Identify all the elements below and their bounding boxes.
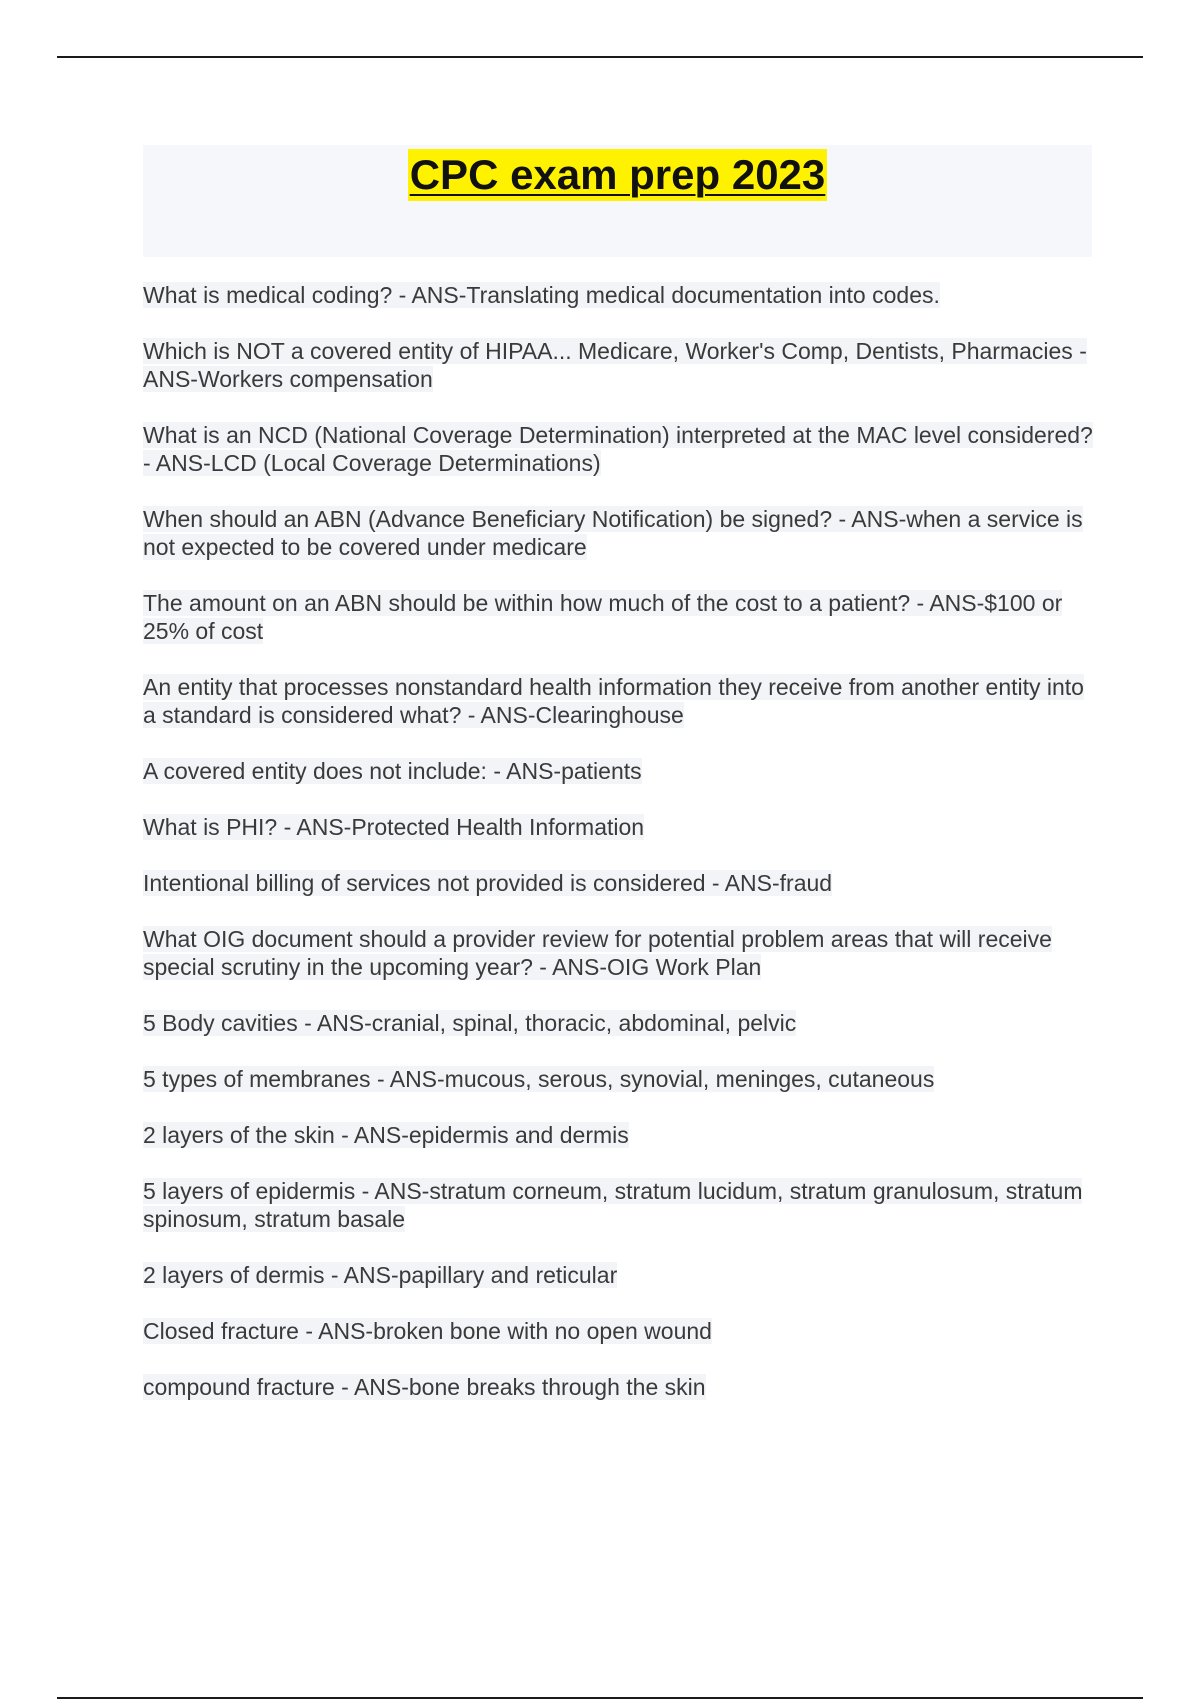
qa-item-text: An entity that processes nonstandard health information they receive from another entity into a standard is considered what? - ANS-Clearinghouse [143, 674, 1084, 728]
top-rule [57, 56, 1143, 58]
qa-item [143, 813, 1103, 841]
qa-item [143, 757, 1103, 785]
qa-item [143, 1261, 1103, 1289]
qa-item-text: 5 layers of epidermis - ANS-stratum corneum, stratum lucidum, stratum granulosum, stratum spinosum, stratum basale [143, 1178, 1083, 1232]
title-block [143, 145, 1092, 257]
qa-item-text: Intentional billing of services not provided is considered - ANS-fraud [143, 870, 833, 896]
qa-item [143, 1317, 1103, 1345]
qa-item-text: The amount on an ABN should be within how much of the cost to a patient? - ANS-$100 or 25% of cost [143, 590, 1063, 644]
qa-item [143, 925, 1103, 981]
qa-item-text: 2 layers of dermis - ANS-papillary and reticular [143, 1262, 618, 1288]
qa-item [143, 281, 1103, 309]
qa-item-text: 5 types of membranes - ANS-mucous, serous, synovial, meninges, cutaneous [143, 1066, 935, 1092]
qa-item-text: What is an NCD (National Coverage Determination) interpreted at the MAC level considered? - ANS-LCD (Local Coverage Determinations) [143, 422, 1093, 476]
qa-item-text: Closed fracture - ANS-broken bone with no open wound [143, 1318, 712, 1344]
qa-item-text: A covered entity does not include: - ANS-patients [143, 758, 642, 784]
qa-item [143, 1009, 1103, 1037]
qa-item [143, 505, 1103, 561]
qa-item [143, 869, 1103, 897]
qa-item [143, 589, 1103, 645]
qa-item [143, 1373, 1103, 1401]
qa-item [143, 1065, 1103, 1093]
qa-item [143, 421, 1103, 477]
qa-item-text: 5 Body cavities - ANS-cranial, spinal, thoracic, abdominal, pelvic [143, 1010, 797, 1036]
qa-item-text: What OIG document should a provider review for potential problem areas that will receive special scrutiny in the upcoming year? - ANS-OIG Work Plan [143, 926, 1052, 980]
bottom-rule [57, 1697, 1143, 1699]
qa-item-text: When should an ABN (Advance Beneficiary Notification) be signed? - ANS-when a service is not expected to be covered under medicare [143, 506, 1083, 560]
qa-item-text: What is medical coding? - ANS-Translating medical documentation into codes. [143, 282, 940, 308]
qa-item [143, 1177, 1103, 1233]
qa-item-text: compound fracture - ANS-bone breaks through the skin [143, 1374, 706, 1400]
qa-item [143, 673, 1103, 729]
qa-item [143, 337, 1103, 393]
qa-list [143, 281, 1103, 1429]
qa-item [143, 1121, 1103, 1149]
qa-item-text: Which is NOT a covered entity of HIPAA... Medicare, Worker's Comp, Dentists, Pharmacies - ANS-Workers compensation [143, 338, 1087, 392]
qa-item-text: 2 layers of the skin - ANS-epidermis and dermis [143, 1122, 629, 1148]
qa-item-text: What is PHI? - ANS-Protected Health Information [143, 814, 645, 840]
page-title: CPC exam prep 2023 [408, 149, 828, 201]
